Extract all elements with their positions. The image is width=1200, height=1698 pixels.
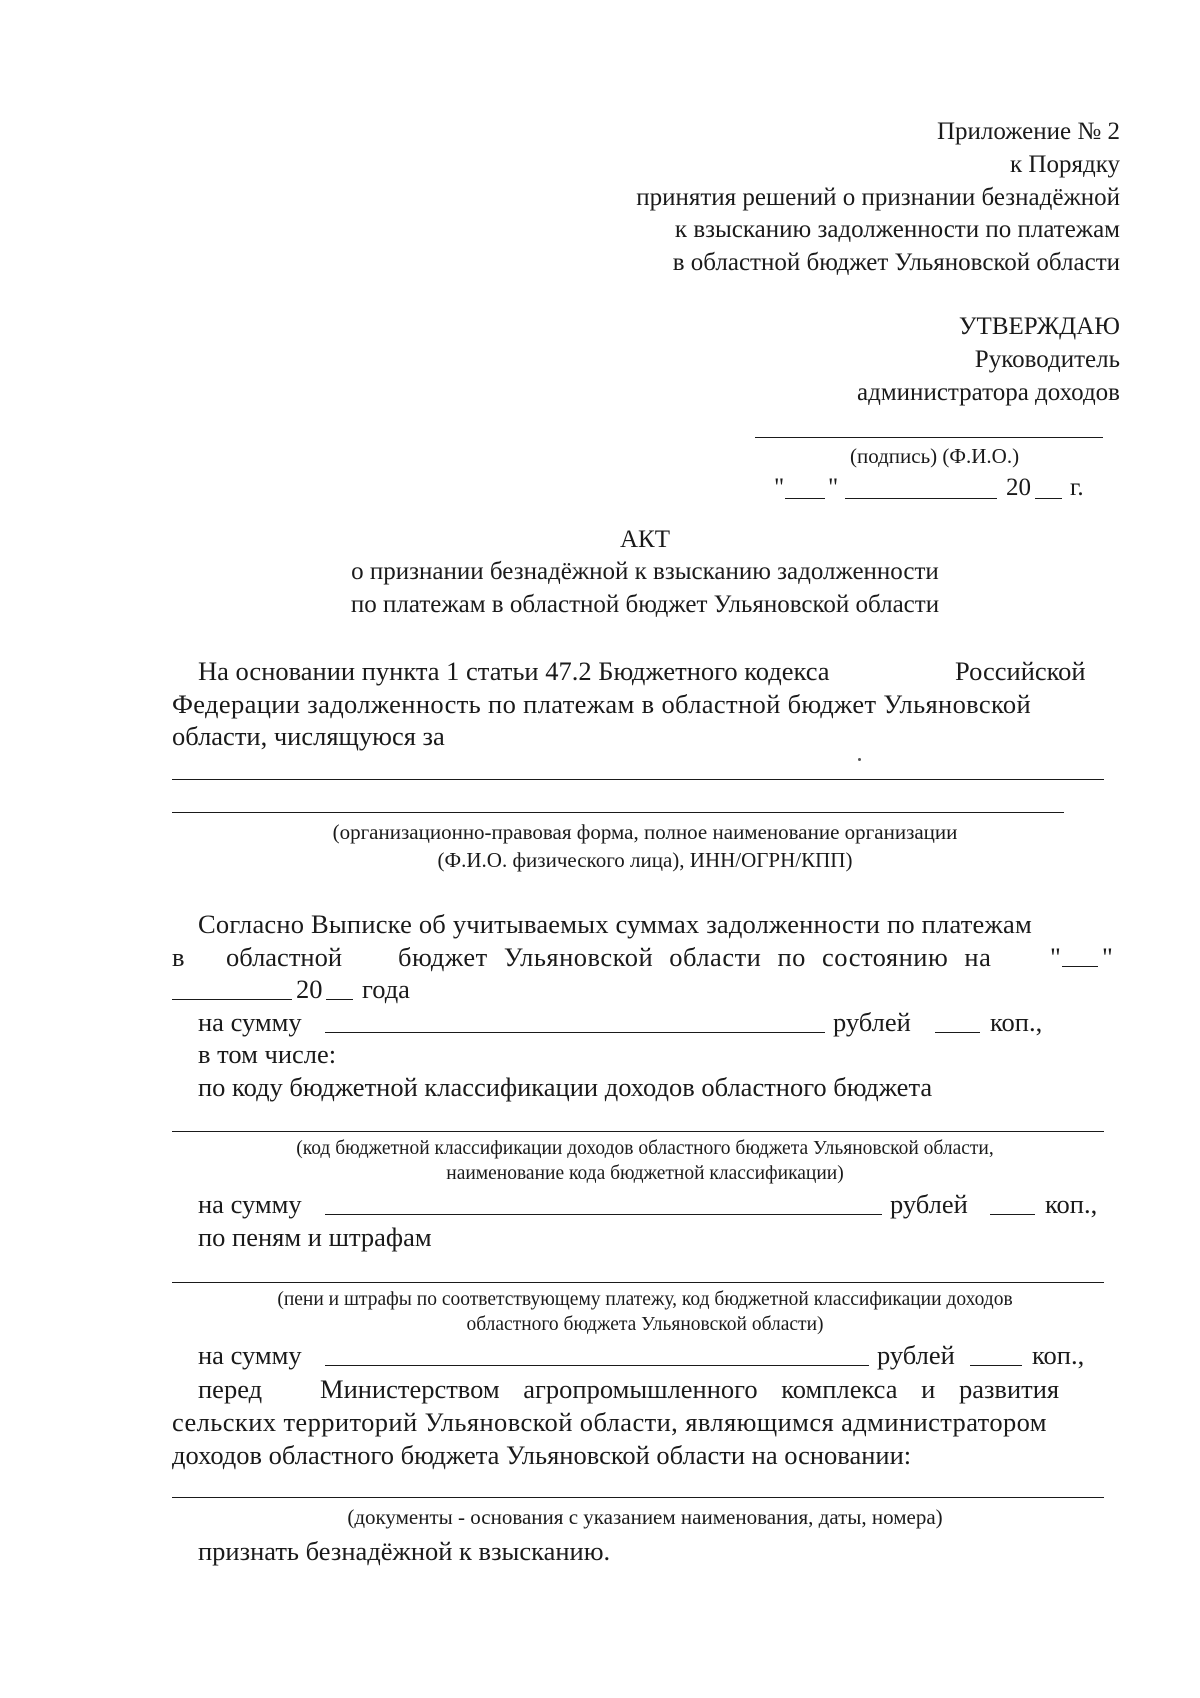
incl-label: в том числе: <box>198 1039 337 1069</box>
sum3-kop-label: коп., <box>1032 1340 1085 1370</box>
sum3-kop-blank <box>970 1365 1022 1366</box>
date-day-blank <box>785 498 825 499</box>
p1-line-1-b: Российской <box>955 656 1086 686</box>
date-year-blank <box>1035 498 1062 499</box>
docs-blank <box>172 1497 1104 1498</box>
annex-line-4: к взысканию задолженности по платежам <box>674 216 1120 243</box>
p2-line-2-quote-close: " <box>1102 942 1113 972</box>
date-quote-open: " <box>774 474 785 501</box>
approve-line-1: Руководитель <box>974 346 1120 373</box>
p3-line-3: доходов областного бюджета Ульяновской области на основании: <box>172 1440 912 1470</box>
signature-line <box>755 437 1103 438</box>
act-subtitle-1: о признании безнадёжной к взысканию задолженности <box>351 558 939 585</box>
approve-title: УТВЕРЖДАЮ <box>958 313 1120 340</box>
annex-line-3: принятия решений о признании безнадёжной <box>636 184 1120 211</box>
p2-line-1: Согласно Выписке об учитываемых суммах задолженности по платежам <box>198 909 1032 939</box>
sum1-kop-blank <box>935 1032 980 1033</box>
date-year-suffix: г. <box>1070 474 1084 501</box>
p2-year-blank <box>326 999 353 1000</box>
sum1-label: на сумму <box>198 1007 302 1037</box>
sum1-amount-blank <box>325 1032 825 1033</box>
sum3-label: на сумму <box>198 1340 302 1370</box>
sum3-amount-blank <box>325 1365 869 1366</box>
p1-line-3: области, числящуюся за <box>172 721 445 751</box>
org-caption-1: (организационно-правовая форма, полное наименование организации <box>332 820 958 844</box>
p2-day-blank <box>1062 966 1098 967</box>
signature-caption: (подпись) (Ф.И.О.) <box>850 444 1020 468</box>
p2-line-2-quote-open: " <box>1050 942 1061 972</box>
kbk-blank <box>172 1131 1104 1132</box>
kbk-caption-2: наименование кода бюджетной классификации) <box>446 1163 844 1184</box>
final-line: признать безнадёжной к взысканию. <box>198 1536 611 1566</box>
approve-line-2: администратора доходов <box>857 379 1120 406</box>
docs-caption: (документы - основания с указанием наименования, даты, номера) <box>347 1505 943 1529</box>
p1-line-2: Федерации задолженность по платежам в областной бюджет Ульяновской <box>172 689 1032 719</box>
p3-line-2: сельских территорий Ульяновской области, являющимся администратором <box>172 1407 1047 1437</box>
sum2-amount-blank <box>325 1214 882 1215</box>
penalty-caption-1: (пени и штрафы по соответствующему платежу, код бюджетной классификации доходов <box>277 1289 1013 1310</box>
org-line-2 <box>172 812 1064 813</box>
sum2-rub-label: рублей <box>890 1189 968 1219</box>
p2-line-2-rest: бюджет Ульяновской области по состоянию на <box>398 942 992 972</box>
annex-line-2: к Порядку <box>1010 151 1120 178</box>
p2-year-word: года <box>362 974 410 1004</box>
p1-line-1-a: На основании пункта 1 статьи 47.2 Бюджетного кодекса <box>198 656 830 686</box>
sum1-rub-label: рублей <box>833 1007 911 1037</box>
scan-speck <box>858 758 861 761</box>
org-line-1 <box>172 779 1104 780</box>
penalty-caption-2: областного бюджета Ульяновской области) <box>466 1314 824 1335</box>
sum1-kop-label: коп., <box>990 1007 1043 1037</box>
kbk-line: по коду бюджетной классификации доходов областного бюджета <box>198 1072 933 1102</box>
penalty-blank <box>172 1282 1104 1283</box>
sum3-rub-label: рублей <box>877 1340 955 1370</box>
sum2-label: на сумму <box>198 1189 302 1219</box>
date-month-blank <box>845 498 997 499</box>
sum2-kop-label: коп., <box>1045 1189 1098 1219</box>
p2-year-prefix: 20 <box>296 974 323 1004</box>
date-quote-close: " <box>828 474 839 501</box>
annex-line-5: в областной бюджет Ульяновской области <box>672 249 1120 276</box>
sum2-kop-blank <box>990 1214 1035 1215</box>
act-title: АКТ <box>620 526 670 553</box>
date-year-prefix: 20 <box>1006 474 1031 501</box>
p2-month-blank <box>172 999 292 1000</box>
p3-word-1: перед <box>198 1374 263 1404</box>
p2-line-2-w1: в <box>172 942 185 972</box>
annex-line-1: Приложение № 2 <box>936 118 1120 145</box>
p3-line-1-rest: Министерством агропромышленного комплекса и развития <box>320 1374 1060 1404</box>
p2-line-2-w2: областной <box>226 942 343 972</box>
org-caption-2: (Ф.И.О. физического лица), ИНН/ОГРН/КПП) <box>437 848 853 872</box>
penalty-line: по пеням и штрафам <box>198 1222 432 1252</box>
kbk-caption-1: (код бюджетной классификации доходов областного бюджета Ульяновской области, <box>296 1138 994 1159</box>
act-subtitle-2: по платежам в областной бюджет Ульяновской области <box>350 591 940 618</box>
